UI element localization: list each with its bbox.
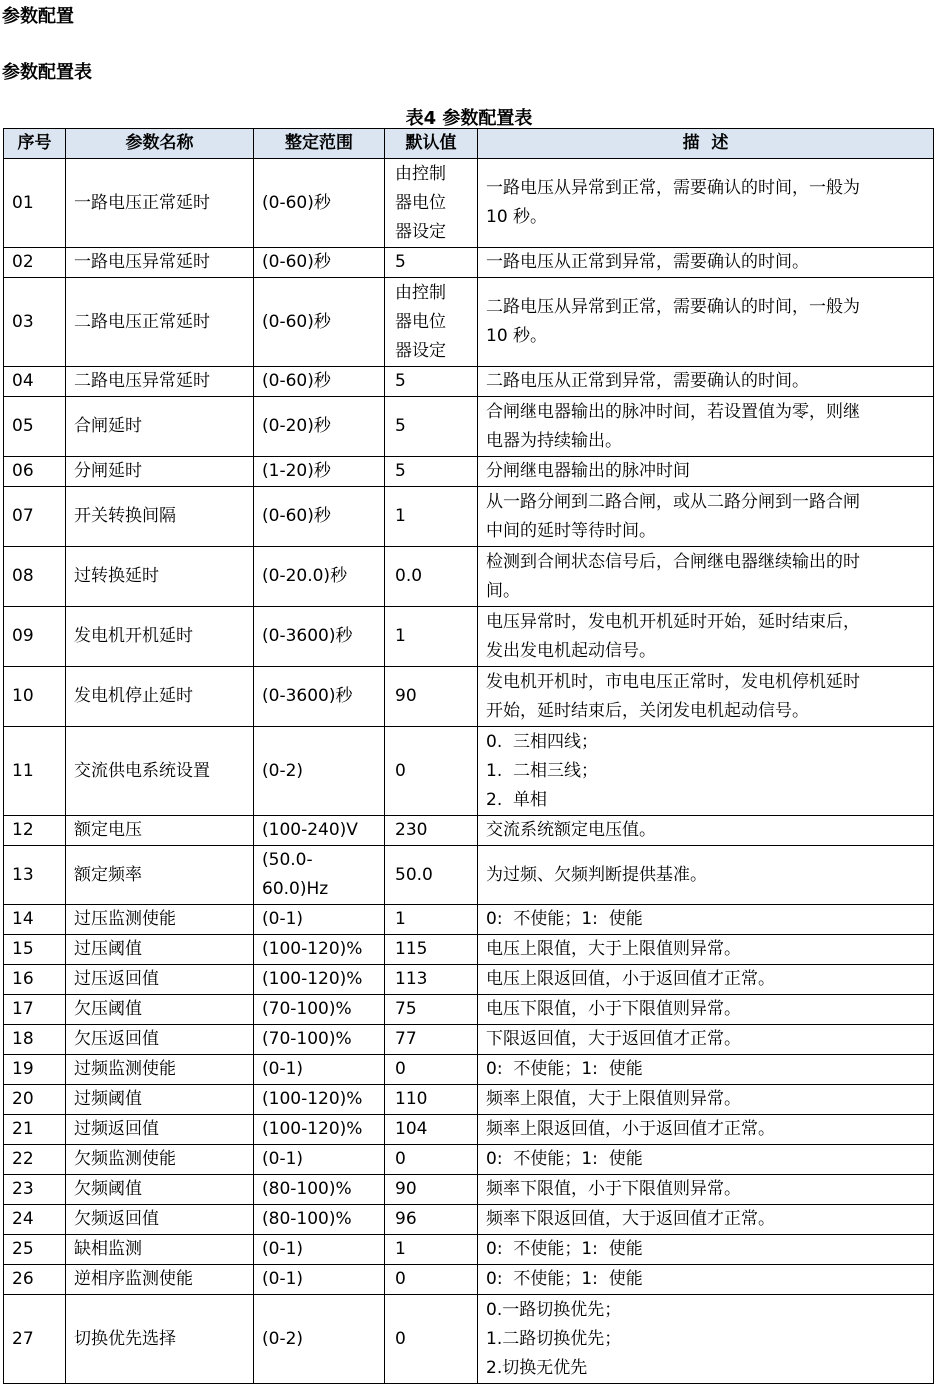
description-line: 频率下限返回值，大于返回值才正常。 xyxy=(486,1209,775,1229)
description-line: 为过频、欠频判断提供基准。 xyxy=(486,864,707,885)
default-value-line: 0 xyxy=(395,1328,406,1349)
range-cell: (0-3600)秒 xyxy=(254,607,385,667)
description-cell xyxy=(478,1265,934,1295)
table-row xyxy=(4,846,934,905)
parameter-name-cell: 过转换延时 xyxy=(66,547,254,607)
table-row xyxy=(4,248,934,278)
description-line: 交流系统额定电压值。 xyxy=(486,820,656,840)
parameter-config-table xyxy=(3,128,934,1384)
table-row xyxy=(4,278,934,367)
description-line: 2. 单相 xyxy=(486,789,548,810)
description-line: 电压上限值，大于上限值则异常。 xyxy=(486,939,741,959)
default-value-line: 1 xyxy=(395,506,406,526)
default-value-line: 由控制 xyxy=(395,163,446,184)
range-cell: (0-60)秒 xyxy=(254,159,385,248)
row-number-cell: 22 xyxy=(4,1145,66,1175)
table-row xyxy=(4,667,934,727)
default-value-cell xyxy=(385,1115,478,1145)
default-value-line: 96 xyxy=(395,1209,417,1229)
range-cell: (0-60)秒 xyxy=(254,248,385,278)
default-value-cell xyxy=(385,487,478,547)
subsection-heading: 参数配置表 xyxy=(2,62,92,83)
range-cell: (0-2) xyxy=(254,727,385,816)
default-value-line: 器设定 xyxy=(395,221,446,242)
range-cell: (0-1) xyxy=(254,1145,385,1175)
default-value-cell xyxy=(385,1025,478,1055)
default-value-line: 110 xyxy=(395,1089,428,1109)
row-number-cell: 05 xyxy=(4,397,66,457)
range-cell: (0-1) xyxy=(254,1265,385,1295)
default-value-cell xyxy=(385,905,478,935)
description-line: 1. 二相三线； xyxy=(486,760,599,781)
row-number-cell: 11 xyxy=(4,727,66,816)
range-cell: (100-120)% xyxy=(254,965,385,995)
description-cell xyxy=(478,727,934,816)
default-value-line: 90 xyxy=(395,686,417,706)
default-value-line: 77 xyxy=(395,1029,417,1049)
parameter-name-cell: 过压返回值 xyxy=(66,965,254,995)
range-cell: (0-20.0)秒 xyxy=(254,547,385,607)
description-cell xyxy=(478,487,934,547)
default-value-cell xyxy=(385,278,478,367)
default-value-cell xyxy=(385,397,478,457)
description-line: 频率上限返回值，小于返回值才正常。 xyxy=(486,1119,775,1139)
description-line: 0. 三相四线； xyxy=(486,731,599,752)
table-row xyxy=(4,159,934,248)
range-cell: (0-1) xyxy=(254,905,385,935)
parameter-name-cell: 发电机停止延时 xyxy=(66,667,254,727)
description-cell xyxy=(478,1055,934,1085)
default-value-cell xyxy=(385,995,478,1025)
row-number-cell: 01 xyxy=(4,159,66,248)
row-number-cell: 25 xyxy=(4,1235,66,1265)
table-row xyxy=(4,1115,934,1145)
parameter-name-cell: 合闸延时 xyxy=(66,397,254,457)
row-number-cell: 15 xyxy=(4,935,66,965)
row-number-cell: 27 xyxy=(4,1295,66,1384)
description-line: 频率下限值，小于下限值则异常。 xyxy=(486,1179,741,1199)
description-cell xyxy=(478,816,934,846)
default-value-line: 50.0 xyxy=(395,864,433,885)
default-value-line: 0 xyxy=(395,760,406,781)
description-cell xyxy=(478,1145,934,1175)
description-line: 电器为持续输出。 xyxy=(486,430,622,451)
default-value-line: 90 xyxy=(395,1179,417,1199)
default-value-cell xyxy=(385,816,478,846)
description-line: 10 秒。 xyxy=(486,207,548,227)
description-cell xyxy=(478,397,934,457)
description-line: 10 秒。 xyxy=(486,326,548,346)
range-cell: (70-100)% xyxy=(254,1025,385,1055)
description-line: 发电机开机时，市电电压正常时，发电机停机延时 xyxy=(486,671,860,692)
description-cell xyxy=(478,935,934,965)
default-value-cell xyxy=(385,667,478,727)
description-cell xyxy=(478,846,934,905)
description-line: 中间的延时等待时间。 xyxy=(486,520,656,541)
range-cell: (100-120)% xyxy=(254,1085,385,1115)
default-value-cell xyxy=(385,248,478,278)
parameter-name-cell: 交流供电系统设置 xyxy=(66,727,254,816)
description-line: 一路电压从正常到异常，需要确认的时间。 xyxy=(486,252,809,272)
description-line: 电压上限返回值，小于返回值才正常。 xyxy=(486,969,775,989)
range-cell: (70-100)% xyxy=(254,995,385,1025)
default-value-line: 113 xyxy=(395,969,428,989)
default-value-cell xyxy=(385,846,478,905)
default-value-cell xyxy=(385,965,478,995)
description-line: 分闸继电器输出的脉冲时间 xyxy=(486,461,690,481)
table-row xyxy=(4,995,934,1025)
parameter-name-cell: 欠压返回值 xyxy=(66,1025,254,1055)
default-value-cell xyxy=(385,1295,478,1384)
row-number-cell: 08 xyxy=(4,547,66,607)
row-number-cell: 06 xyxy=(4,457,66,487)
parameter-name-cell: 欠频监测使能 xyxy=(66,1145,254,1175)
description-cell xyxy=(478,965,934,995)
description-line: 2.切换无优先 xyxy=(486,1357,588,1378)
description-cell xyxy=(478,1115,934,1145)
parameter-name-cell: 过频监测使能 xyxy=(66,1055,254,1085)
description-line: 1.二路切换优先； xyxy=(486,1328,622,1349)
range-cell: (1-20)秒 xyxy=(254,457,385,487)
section-heading: 参数配置 xyxy=(2,6,74,27)
parameter-name-cell: 一路电压正常延时 xyxy=(66,159,254,248)
description-cell xyxy=(478,1085,934,1115)
range-cell: (0-20)秒 xyxy=(254,397,385,457)
description-cell xyxy=(478,1295,934,1384)
description-cell xyxy=(478,607,934,667)
row-number-cell: 02 xyxy=(4,248,66,278)
table-row xyxy=(4,1205,934,1235)
column-header-range: 整定范围 xyxy=(254,129,385,159)
table-header-row xyxy=(4,129,934,159)
description-line: 一路电压从异常到正常，需要确认的时间，一般为 xyxy=(486,178,860,198)
range-cell: (0-2) xyxy=(254,1295,385,1384)
parameter-name-cell: 发电机开机延时 xyxy=(66,607,254,667)
description-line: 间。 xyxy=(486,580,520,601)
table-row xyxy=(4,1265,934,1295)
parameter-name-cell: 过压监测使能 xyxy=(66,905,254,935)
default-value-line: 104 xyxy=(395,1119,428,1139)
table-row xyxy=(4,547,934,607)
range-cell: (0-1) xyxy=(254,1235,385,1265)
range-cell: (0-1) xyxy=(254,1055,385,1085)
default-value-line: 5 xyxy=(395,416,406,436)
row-number-cell: 21 xyxy=(4,1115,66,1145)
description-line: 开始，延时结束后，关闭发电机起动信号。 xyxy=(486,700,809,721)
description-cell xyxy=(478,1205,934,1235)
default-value-cell xyxy=(385,367,478,397)
column-header-default: 默认值 xyxy=(385,129,478,159)
default-value-cell xyxy=(385,1175,478,1205)
description-line: 合闸继电器输出的脉冲时间，若设置值为零，则继 xyxy=(486,401,860,422)
description-line: 0.一路切换优先； xyxy=(486,1299,622,1320)
table-row xyxy=(4,397,934,457)
description-line: 0: 不使能；1: 使能 xyxy=(486,909,643,929)
description-cell xyxy=(478,995,934,1025)
default-value-cell xyxy=(385,457,478,487)
default-value-cell xyxy=(385,1055,478,1085)
table-row xyxy=(4,607,934,667)
default-value-line: 1 xyxy=(395,1239,406,1259)
default-value-line: 0.0 xyxy=(395,566,423,586)
default-value-cell xyxy=(385,1235,478,1265)
table-row xyxy=(4,1235,934,1265)
row-number-cell: 26 xyxy=(4,1265,66,1295)
row-number-cell: 03 xyxy=(4,278,66,367)
table-row xyxy=(4,965,934,995)
description-cell xyxy=(478,367,934,397)
table-row xyxy=(4,457,934,487)
table-row xyxy=(4,1055,934,1085)
row-number-cell: 10 xyxy=(4,667,66,727)
default-value-line: 0 xyxy=(395,1059,406,1079)
default-value-line: 器电位 xyxy=(395,311,446,332)
default-value-line: 115 xyxy=(395,939,428,959)
description-line: 电压异常时，发电机开机延时开始，延时结束后， xyxy=(486,611,860,632)
description-cell xyxy=(478,667,934,727)
description-cell xyxy=(478,1025,934,1055)
description-line: 下限返回值，大于返回值才正常。 xyxy=(486,1029,741,1049)
default-value-cell xyxy=(385,159,478,248)
default-value-cell xyxy=(385,727,478,816)
range-cell: (0-3600)秒 xyxy=(254,667,385,727)
description-line: 频率上限值，大于上限值则异常。 xyxy=(486,1089,741,1109)
description-line: 二路电压从正常到异常，需要确认的时间。 xyxy=(486,371,809,391)
default-value-line: 5 xyxy=(395,371,406,391)
range-cell: (0-60)秒 xyxy=(254,367,385,397)
parameter-name-cell: 欠频阈值 xyxy=(66,1175,254,1205)
description-line: 0: 不使能；1: 使能 xyxy=(486,1149,643,1169)
parameter-name-cell: 额定频率 xyxy=(66,846,254,905)
description-cell xyxy=(478,547,934,607)
row-number-cell: 13 xyxy=(4,846,66,905)
default-value-line: 器电位 xyxy=(395,192,446,213)
description-cell xyxy=(478,159,934,248)
description-line: 发出发电机起动信号。 xyxy=(486,640,656,661)
parameter-name-cell: 过频返回值 xyxy=(66,1115,254,1145)
row-number-cell: 19 xyxy=(4,1055,66,1085)
table-row xyxy=(4,935,934,965)
parameter-name-cell: 额定电压 xyxy=(66,816,254,846)
table-row xyxy=(4,1085,934,1115)
parameter-name-cell: 过频阈值 xyxy=(66,1085,254,1115)
row-number-cell: 17 xyxy=(4,995,66,1025)
default-value-line: 由控制 xyxy=(395,282,446,303)
default-value-cell xyxy=(385,1205,478,1235)
default-value-cell xyxy=(385,1265,478,1295)
table-body xyxy=(4,159,934,1384)
range-cell: (80-100)% xyxy=(254,1205,385,1235)
row-number-cell: 20 xyxy=(4,1085,66,1115)
table-caption: 表4 参数配置表 xyxy=(405,108,533,129)
table-row xyxy=(4,1295,934,1384)
range-cell: (100-240)V xyxy=(254,816,385,846)
row-number-cell: 04 xyxy=(4,367,66,397)
description-line: 电压下限值，小于下限值则异常。 xyxy=(486,999,741,1019)
default-value-line: 5 xyxy=(395,461,406,481)
default-value-cell xyxy=(385,935,478,965)
row-number-cell: 23 xyxy=(4,1175,66,1205)
range-cell: (0-60)秒 xyxy=(254,278,385,367)
row-number-cell: 24 xyxy=(4,1205,66,1235)
parameter-name-cell: 欠压阈值 xyxy=(66,995,254,1025)
parameter-name-cell: 过压阈值 xyxy=(66,935,254,965)
parameter-name-cell: 切换优先选择 xyxy=(66,1295,254,1384)
description-cell xyxy=(478,278,934,367)
row-number-cell: 16 xyxy=(4,965,66,995)
range-cell: (100-120)% xyxy=(254,1115,385,1145)
default-value-cell xyxy=(385,547,478,607)
description-cell xyxy=(478,457,934,487)
description-line: 从一路分闸到二路合闸，或从二路分闸到一路合闸 xyxy=(486,491,860,512)
table-row xyxy=(4,1025,934,1055)
range-cell: (80-100)% xyxy=(254,1175,385,1205)
range-cell: (100-120)% xyxy=(254,935,385,965)
default-value-line: 器设定 xyxy=(395,340,446,361)
description-line: 0: 不使能；1: 使能 xyxy=(486,1269,643,1289)
table-row xyxy=(4,1145,934,1175)
table-row xyxy=(4,487,934,547)
description-cell xyxy=(478,1235,934,1265)
row-number-cell: 07 xyxy=(4,487,66,547)
parameter-name-cell: 一路电压异常延时 xyxy=(66,248,254,278)
range-cell: (0-60)秒 xyxy=(254,487,385,547)
default-value-cell xyxy=(385,1145,478,1175)
default-value-line: 1 xyxy=(395,909,406,929)
default-value-line: 5 xyxy=(395,252,406,272)
description-cell xyxy=(478,248,934,278)
parameter-name-cell: 开关转换间隔 xyxy=(66,487,254,547)
row-number-cell: 18 xyxy=(4,1025,66,1055)
column-header-no: 序号 xyxy=(4,129,66,159)
row-number-cell: 09 xyxy=(4,607,66,667)
parameter-name-cell: 二路电压异常延时 xyxy=(66,367,254,397)
parameter-name-cell: 缺相监测 xyxy=(66,1235,254,1265)
description-line: 0: 不使能；1: 使能 xyxy=(486,1059,643,1079)
description-cell xyxy=(478,1175,934,1205)
parameter-name-cell: 欠频返回值 xyxy=(66,1205,254,1235)
row-number-cell: 12 xyxy=(4,816,66,846)
default-value-line: 0 xyxy=(395,1149,406,1169)
parameter-name-cell: 逆相序监测使能 xyxy=(66,1265,254,1295)
description-line: 检测到合闸状态信号后，合闸继电器继续输出的时 xyxy=(486,551,860,572)
default-value-line: 230 xyxy=(395,820,428,840)
row-number-cell: 14 xyxy=(4,905,66,935)
parameter-name-cell: 二路电压正常延时 xyxy=(66,278,254,367)
default-value-cell xyxy=(385,607,478,667)
table-row xyxy=(4,367,934,397)
default-value-line: 0 xyxy=(395,1269,406,1289)
table-row xyxy=(4,816,934,846)
table-row xyxy=(4,905,934,935)
column-header-name: 参数名称 xyxy=(66,129,254,159)
default-value-cell xyxy=(385,1085,478,1115)
column-header-description: 描 述 xyxy=(478,129,934,159)
parameter-name-cell: 分闸延时 xyxy=(66,457,254,487)
description-line: 二路电压从异常到正常，需要确认的时间，一般为 xyxy=(486,297,860,317)
description-line: 0: 不使能；1: 使能 xyxy=(486,1239,643,1259)
range-cell: (50.0-60.0)Hz xyxy=(254,846,385,905)
table-row xyxy=(4,1175,934,1205)
table-row xyxy=(4,727,934,816)
default-value-line: 1 xyxy=(395,626,406,646)
default-value-line: 75 xyxy=(395,999,417,1019)
description-cell xyxy=(478,905,934,935)
